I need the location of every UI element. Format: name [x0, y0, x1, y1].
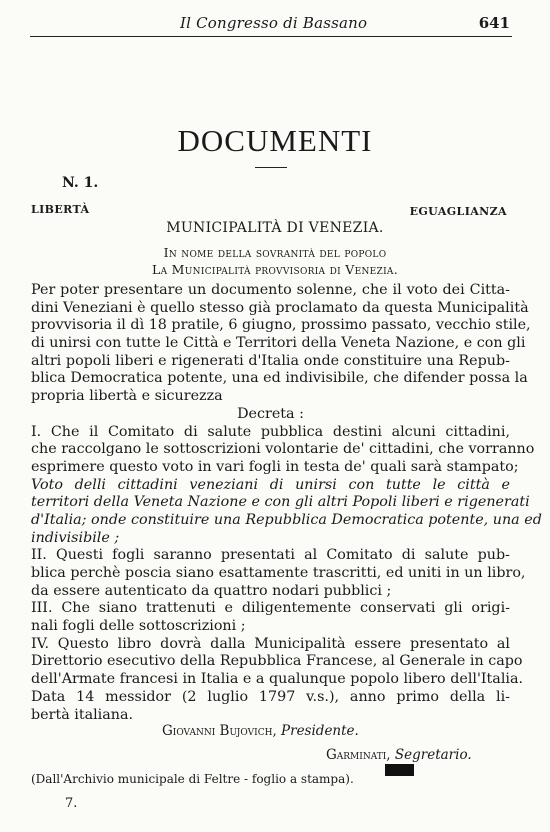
vote-text-line: territori della Veneta Nazione e con gli altri Popoli liberi e rigenerati [31, 494, 530, 511]
article-line: II. Questi fogli saranno presentati al Comitato di salute pub- [31, 547, 510, 564]
signature-presidente: Giovanni Bujovich, Presidente. [162, 723, 359, 739]
article-line: Direttorio esecutivo della Repubblica Francese, al Generale in capo [31, 653, 523, 670]
body-line: di unirsi con tutte le Città e Territori della Veneta Nazione, e con gli [31, 335, 526, 352]
signature-segretario: Garminati, Segretario. [326, 747, 472, 763]
date-line: Data 14 messidor (2 luglio 1797 v.s.), anno primo della li- [31, 688, 510, 705]
heading-municipalita-provvisoria: La Municipalità provvisoria di Venezia. [152, 262, 398, 277]
article-line: I. Che il Comitato di salute pubblica destini alcuni cittadini, [31, 423, 510, 440]
page-number: 641 [478, 14, 510, 32]
signature-role: Presidente. [281, 723, 359, 739]
body-line: Per poter presentare un documento solenne, che il voto dei Citta- [31, 282, 510, 298]
header-rule [30, 36, 512, 37]
title-rule [255, 167, 287, 168]
vote-text-line: Voto delli cittadini veneziani di unirsi con tutte le città e [31, 476, 510, 493]
body-line: blica Democratica potente, una ed indivisibile, che difender possa la [31, 370, 528, 387]
article-line: dell'Armate francesi in Italia e a qualunque popolo libero dell'Italia. [31, 671, 524, 688]
article-line: blica perchè poscia siano esattamente trascritti, ed uniti in un libro, [31, 565, 526, 581]
body-line: dini Veneziani è quello stesso già proclamato da questa Municipalità [31, 299, 529, 316]
vote-text-line: indivisibile ; [31, 529, 120, 546]
body-line: provvisoria il dì 18 pratile, 6 giugno, prossimo passato, vecchio stile, [31, 317, 531, 334]
running-head-title: Il Congresso di Bassano [180, 14, 368, 32]
article-line: che raccolgano le sottoscrizioni volontarie de' cittadini, che vorranno [31, 441, 535, 458]
signature-role: Segretario. [394, 747, 472, 763]
document-number: N. 1. [62, 175, 99, 191]
decreta-heading: Decreta : [237, 405, 304, 422]
article-line: nali fogli delle sottoscrizioni ; [31, 618, 246, 635]
vote-text-line: d'Italia; onde constituire una Repubblica Democratica potente, una ed [31, 511, 542, 528]
article-line: esprimere questo voto in vari fogli in testa de' quali sarà stampato; [31, 458, 519, 475]
section-title: DOCUMENTI [177, 123, 373, 158]
motto-eguaglianza: EGUAGLIANZA [409, 205, 507, 218]
article-line: III. Che siano trattenuti e diligentemente conservati gli origi- [31, 600, 510, 617]
article-line: IV. Questo libro dovrà dalla Municipalità essere presentato al [31, 635, 510, 652]
heading-municipalita: MUNICIPALITÀ DI VENEZIA. [166, 220, 384, 236]
article-line: da essere autenticato da quattro nodari pubblici ; [31, 582, 392, 599]
ink-blot [385, 764, 414, 776]
body-line: propria libertà e sicurezza [31, 388, 223, 405]
date-line: bertà italiana. [31, 706, 134, 723]
document-body [31, 282, 542, 724]
heading-sovranita: In nome della sovranità del popolo [163, 245, 387, 260]
source-note: (Dall'Archivio municipale di Feltre - foglio a stampa). [31, 772, 354, 786]
body-line: altri popoli liberi e rigenerati d'Italia onde constituire una Repub- [31, 352, 510, 369]
running-head [0, 14, 550, 34]
signature-name: Garminati [326, 747, 387, 763]
signature-name: Giovanni Bujovich [162, 723, 273, 739]
motto-liberta: LIBERTÀ [31, 203, 90, 216]
footer-number: 7. [65, 796, 78, 811]
